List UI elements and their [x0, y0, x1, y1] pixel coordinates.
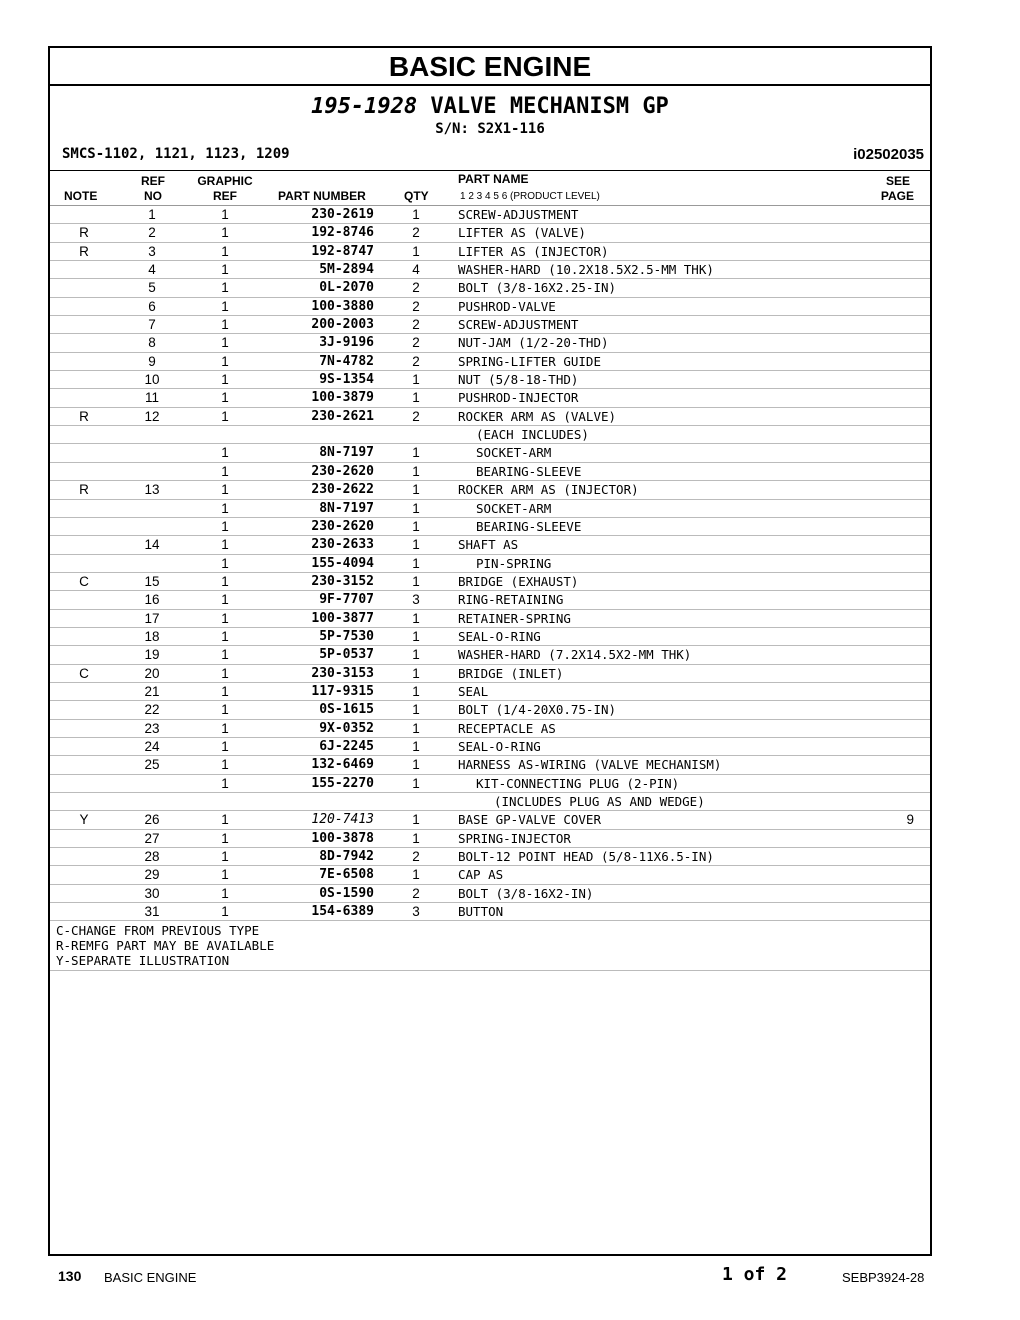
- row-graphic-ref: 1: [221, 830, 229, 846]
- row-part-name: SEAL-O-RING: [458, 628, 541, 644]
- table-row: [50, 793, 930, 811]
- row-part-name: SEAL-O-RING: [458, 738, 541, 754]
- row-ref-no: 12: [144, 408, 160, 424]
- row-part-number: 155-4094: [311, 555, 374, 571]
- row-part-number: 230-3152: [311, 573, 374, 589]
- row-ref-no: 27: [144, 830, 160, 846]
- row-qty: 2: [412, 280, 420, 296]
- table-row: [50, 573, 930, 591]
- row-part-number: 8N-7197: [319, 500, 374, 516]
- row-part-number: 6J-2245: [319, 738, 374, 754]
- row-ref-no: 18: [144, 628, 160, 644]
- row-ref-no: 25: [144, 757, 160, 773]
- row-graphic-ref: 1: [221, 463, 229, 479]
- row-ref-no: 16: [144, 592, 160, 608]
- row-part-number: 230-2633: [311, 537, 374, 553]
- table-header: [50, 170, 930, 206]
- row-part-name: BEARING-SLEEVE: [476, 463, 582, 479]
- row-part-number: 8N-7197: [319, 445, 374, 461]
- row-part-name: BEARING-SLEEVE: [476, 518, 582, 534]
- row-note: C: [79, 665, 89, 681]
- row-part-number: 117-9315: [311, 683, 374, 699]
- row-ref-no: 26: [144, 812, 160, 828]
- row-qty: 1: [412, 683, 420, 699]
- row-part-name: SPRING-LIFTER GUIDE: [458, 353, 601, 369]
- row-qty: 1: [412, 867, 420, 883]
- table-row: [50, 628, 930, 646]
- table-row: [50, 316, 930, 334]
- row-part-name: ROCKER ARM AS (VALVE): [458, 408, 617, 424]
- row-part-number: 132-6469: [311, 757, 374, 773]
- row-qty: 1: [412, 610, 420, 626]
- row-graphic-ref: 1: [221, 738, 229, 754]
- row-graphic-ref: 1: [221, 720, 229, 736]
- table-row: [50, 738, 930, 756]
- row-qty: 1: [412, 243, 420, 259]
- table-row: [50, 610, 930, 628]
- row-part-name: LIFTER AS (VALVE): [458, 225, 586, 241]
- table-row: [50, 555, 930, 573]
- row-qty: 2: [412, 849, 420, 865]
- row-qty: 1: [412, 775, 420, 791]
- footer-doc-id: SEBP3924-28: [842, 1270, 925, 1285]
- row-part-number: 230-2620: [311, 463, 374, 479]
- row-ref-no: 11: [144, 390, 159, 406]
- row-part-number: 230-2621: [311, 408, 374, 424]
- parts-page-frame: [48, 46, 932, 1256]
- header-see-bottom: PAGE: [880, 189, 914, 203]
- row-part-name: BRIDGE (INLET): [458, 665, 564, 681]
- row-part-number: 7E-6508: [319, 867, 374, 883]
- row-part-name: BUTTON: [458, 904, 504, 920]
- notes-legend: [50, 921, 930, 971]
- header-see-top: SEE: [885, 174, 910, 188]
- table-row: [50, 903, 930, 921]
- table-row: [50, 353, 930, 371]
- row-part-name: BRIDGE (EXHAUST): [458, 573, 579, 589]
- row-part-name: HARNESS AS-WIRING (VALVE MECHANISM): [458, 757, 722, 773]
- row-part-name: CAP AS: [458, 867, 504, 883]
- row-ref-no: 13: [144, 482, 160, 498]
- row-ref-no: 4: [148, 262, 156, 278]
- row-qty: 1: [412, 500, 420, 516]
- row-graphic-ref: 1: [221, 207, 229, 222]
- row-graphic-ref: 1: [221, 262, 229, 278]
- row-ref-no: 22: [144, 702, 160, 718]
- row-note: Y: [79, 812, 89, 828]
- illustration-id: i02502035: [853, 146, 924, 163]
- table-row: [50, 811, 930, 829]
- row-ref-no: 9: [148, 353, 156, 369]
- row-graphic-ref: 1: [221, 482, 229, 498]
- row-ref-no: 21: [144, 683, 160, 699]
- table-row: [50, 720, 930, 738]
- row-graphic-ref: 1: [221, 335, 229, 351]
- table-row: [50, 885, 930, 903]
- row-graphic-ref: 1: [221, 867, 229, 883]
- row-part-name: NUT (5/8-18-THD): [458, 372, 579, 388]
- row-graphic-ref: 1: [221, 702, 229, 718]
- row-qty: 2: [412, 353, 420, 369]
- smcs-codes: SMCS-1102, 1121, 1123, 1209: [62, 146, 290, 162]
- footer-page-of: 1 of 2: [722, 1264, 788, 1285]
- row-graphic-ref: 1: [221, 628, 229, 644]
- table-row: [50, 683, 930, 701]
- row-part-number: 9F-7707: [319, 592, 374, 608]
- row-part-number: 100-3880: [311, 298, 374, 314]
- row-graphic-ref: 1: [221, 775, 229, 791]
- table-row: [50, 866, 930, 884]
- row-part-name: BOLT-12 POINT HEAD (5/8-11X6.5-IN): [458, 849, 714, 865]
- row-ref-no: 29: [144, 867, 160, 883]
- row-part-name: BOLT (1/4-20X0.75-IN): [458, 702, 617, 718]
- row-part-name: KIT-CONNECTING PLUG (2-PIN): [476, 775, 680, 791]
- row-ref-no: 31: [144, 904, 160, 920]
- row-ref-no: 1: [148, 207, 156, 222]
- table-row: [50, 371, 930, 389]
- table-row: [50, 426, 930, 444]
- row-ref-no: 17: [144, 610, 160, 626]
- row-part-number: 100-3879: [311, 390, 374, 406]
- row-part-number: 230-2622: [311, 482, 374, 498]
- row-part-name: SHAFT AS: [458, 537, 519, 553]
- row-qty: 3: [412, 904, 420, 920]
- row-ref-no: 20: [144, 665, 160, 681]
- row-graphic-ref: 1: [221, 280, 229, 296]
- row-part-number: 120-7413: [311, 812, 374, 828]
- row-qty: 3: [412, 592, 420, 608]
- row-part-name: PUSHROD-INJECTOR: [458, 390, 579, 406]
- row-part-name: SOCKET-ARM: [476, 500, 552, 516]
- row-part-number: 230-2620: [311, 518, 374, 534]
- row-qty: 1: [412, 757, 420, 773]
- footer-section: BASIC ENGINE: [104, 1270, 197, 1285]
- header-ref-bottom: NO: [144, 189, 162, 203]
- group-number: 195-1928: [311, 94, 418, 119]
- row-part-number: 100-3877: [311, 610, 374, 626]
- row-ref-no: 10: [144, 372, 160, 388]
- row-qty: 1: [412, 647, 420, 663]
- note-line: R-REMFG PART MAY BE AVAILABLE: [56, 938, 275, 954]
- row-part-number: 0L-2070: [319, 280, 374, 296]
- row-qty: 2: [412, 225, 420, 241]
- row-graphic-ref: 1: [221, 849, 229, 865]
- table-row: [50, 646, 930, 664]
- header-product-level: 1 2 3 4 5 6 (PRODUCT LEVEL): [460, 191, 600, 202]
- smcs-row: [50, 146, 930, 166]
- table-row: [50, 279, 930, 297]
- table-row: [50, 298, 930, 316]
- row-graphic-ref: 1: [221, 353, 229, 369]
- row-part-name: RECEPTACLE AS: [458, 720, 556, 736]
- row-see-page: 9: [906, 812, 914, 828]
- header-ref-top: REF: [141, 174, 165, 188]
- row-part-number: 230-2619: [311, 207, 374, 222]
- row-qty: 2: [412, 408, 420, 424]
- row-qty: 4: [412, 262, 420, 278]
- row-graphic-ref: 1: [221, 592, 229, 608]
- row-note: R: [79, 482, 89, 498]
- row-part-name: SCREW-ADJUSTMENT: [458, 207, 579, 222]
- page-footer: [0, 1264, 1020, 1288]
- row-graphic-ref: 1: [221, 225, 229, 241]
- row-note: C: [79, 573, 89, 589]
- row-graphic-ref: 1: [221, 757, 229, 773]
- table-row: [50, 261, 930, 279]
- table-row: [50, 830, 930, 848]
- table-row: [50, 500, 930, 518]
- group-title: [50, 94, 930, 120]
- row-qty: 1: [412, 720, 420, 736]
- row-qty: 1: [412, 555, 420, 571]
- row-part-name: (EACH INCLUDES): [476, 427, 589, 443]
- row-qty: 2: [412, 335, 420, 351]
- row-part-number: 9S-1354: [319, 372, 374, 388]
- row-part-name: WASHER-HARD (7.2X14.5X2-MM THK): [458, 647, 692, 663]
- row-qty: 1: [412, 702, 420, 718]
- row-part-name: LIFTER AS (INJECTOR): [458, 243, 609, 259]
- row-graphic-ref: 1: [221, 573, 229, 589]
- header-graphic-top: GRAPHIC: [197, 174, 253, 188]
- table-row: [50, 848, 930, 866]
- row-part-number: 230-3153: [311, 665, 374, 681]
- row-ref-no: 6: [148, 298, 156, 314]
- row-qty: 1: [412, 518, 420, 534]
- parts-table: [50, 206, 930, 921]
- row-ref-no: 5: [148, 280, 156, 296]
- row-ref-no: 19: [144, 647, 160, 663]
- row-ref-no: 8: [148, 335, 156, 351]
- row-graphic-ref: 1: [221, 610, 229, 626]
- table-row: [50, 389, 930, 407]
- row-ref-no: 15: [144, 573, 160, 589]
- row-graphic-ref: 1: [221, 390, 229, 406]
- row-part-number: 5M-2894: [319, 262, 374, 278]
- row-graphic-ref: 1: [221, 298, 229, 314]
- row-graphic-ref: 1: [221, 518, 229, 534]
- row-part-name: SEAL: [458, 683, 489, 699]
- row-graphic-ref: 1: [221, 445, 229, 461]
- row-part-number: 100-3878: [311, 830, 374, 846]
- row-qty: 1: [412, 372, 420, 388]
- row-graphic-ref: 1: [221, 683, 229, 699]
- row-part-name: BOLT (3/8-16X2-IN): [458, 885, 594, 901]
- row-part-number: 8D-7942: [319, 849, 374, 865]
- row-graphic-ref: 1: [221, 537, 229, 553]
- row-part-name: SPRING-INJECTOR: [458, 830, 571, 846]
- row-part-number: 192-8747: [311, 243, 374, 259]
- row-part-number: 9X-0352: [319, 720, 374, 736]
- row-qty: 1: [412, 537, 420, 553]
- row-part-number: 155-2270: [311, 775, 374, 791]
- row-part-name: PUSHROD-VALVE: [458, 298, 556, 314]
- row-ref-no: 3: [148, 243, 156, 259]
- row-part-name: PIN-SPRING: [476, 555, 552, 571]
- row-part-name: SCREW-ADJUSTMENT: [458, 317, 579, 333]
- row-graphic-ref: 1: [221, 812, 229, 828]
- row-ref-no: 7: [148, 317, 156, 333]
- row-graphic-ref: 1: [221, 372, 229, 388]
- row-qty: 2: [412, 317, 420, 333]
- table-row: [50, 775, 930, 793]
- row-qty: 1: [412, 665, 420, 681]
- table-row: [50, 334, 930, 352]
- table-row: [50, 224, 930, 242]
- row-graphic-ref: 1: [221, 317, 229, 333]
- row-graphic-ref: 1: [221, 243, 229, 259]
- row-graphic-ref: 1: [221, 885, 229, 901]
- header-graphic-bottom: REF: [213, 189, 237, 203]
- row-part-number: 5P-0537: [319, 647, 374, 663]
- table-row: [50, 518, 930, 536]
- row-qty: 1: [412, 445, 420, 461]
- row-part-number: 3J-9196: [319, 335, 374, 351]
- row-graphic-ref: 1: [221, 408, 229, 424]
- row-qty: 1: [412, 812, 420, 828]
- row-part-number: 192-8746: [311, 225, 374, 241]
- serial-number: S/N: S2X1-116: [435, 121, 545, 137]
- table-row: [50, 481, 930, 499]
- row-note: R: [79, 408, 89, 424]
- table-row: [50, 463, 930, 481]
- table-row: [50, 591, 930, 609]
- row-qty: 1: [412, 830, 420, 846]
- header-qty: QTY: [404, 189, 429, 203]
- note-line: C-CHANGE FROM PREVIOUS TYPE: [56, 923, 260, 939]
- table-row: [50, 536, 930, 554]
- row-part-name: RETAINER-SPRING: [458, 610, 571, 626]
- row-ref-no: 23: [144, 720, 160, 736]
- row-part-name: BASE GP-VALVE COVER: [458, 812, 601, 828]
- row-qty: 1: [412, 463, 420, 479]
- header-note: NOTE: [64, 189, 98, 203]
- row-part-number: 0S-1615: [319, 702, 374, 718]
- row-part-name: NUT-JAM (1/2-20-THD): [458, 335, 609, 351]
- table-row: [50, 756, 930, 774]
- row-graphic-ref: 1: [221, 904, 229, 920]
- table-row: [50, 444, 930, 462]
- row-graphic-ref: 1: [221, 665, 229, 681]
- row-graphic-ref: 1: [221, 555, 229, 571]
- group-name: VALVE MECHANISM GP: [430, 94, 669, 119]
- row-graphic-ref: 1: [221, 647, 229, 663]
- row-qty: 1: [412, 573, 420, 589]
- row-note: R: [79, 243, 89, 259]
- row-qty: 1: [412, 738, 420, 754]
- row-ref-no: 24: [144, 738, 160, 754]
- section-title: BASIC ENGINE: [50, 48, 930, 86]
- table-row: [50, 206, 930, 224]
- row-part-name: BOLT (3/8-16X2.25-IN): [458, 280, 617, 296]
- row-note: R: [79, 225, 89, 241]
- row-ref-no: 28: [144, 849, 160, 865]
- footer-page-number: 130: [58, 1268, 82, 1284]
- row-qty: 1: [412, 482, 420, 498]
- row-qty: 2: [412, 885, 420, 901]
- row-graphic-ref: 1: [221, 500, 229, 516]
- row-qty: 1: [412, 390, 420, 406]
- header-part-name: PART NAME: [458, 172, 529, 186]
- row-part-name: RING-RETAINING: [458, 592, 564, 608]
- row-qty: 2: [412, 298, 420, 314]
- row-ref-no: 2: [148, 225, 156, 241]
- row-qty: 1: [412, 628, 420, 644]
- row-part-number: 5P-7530: [319, 628, 374, 644]
- row-ref-no: 14: [144, 537, 160, 553]
- row-part-name: (INCLUDES PLUG AS AND WEDGE): [494, 794, 705, 809]
- row-part-number: 200-2003: [311, 317, 374, 333]
- row-qty: 1: [412, 207, 420, 222]
- note-line: Y-SEPARATE ILLUSTRATION: [56, 953, 230, 969]
- header-part-number: PART NUMBER: [278, 189, 366, 203]
- table-row: [50, 408, 930, 426]
- row-part-name: ROCKER ARM AS (INJECTOR): [458, 482, 639, 498]
- table-row: [50, 243, 930, 261]
- table-row: [50, 665, 930, 683]
- row-part-number: 7N-4782: [319, 353, 374, 369]
- row-part-name: WASHER-HARD (10.2X18.5X2.5-MM THK): [458, 262, 714, 278]
- row-part-number: 154-6389: [311, 904, 374, 920]
- row-part-number: 0S-1590: [319, 885, 374, 901]
- table-row: [50, 701, 930, 719]
- row-ref-no: 30: [144, 885, 160, 901]
- row-part-name: SOCKET-ARM: [476, 445, 552, 461]
